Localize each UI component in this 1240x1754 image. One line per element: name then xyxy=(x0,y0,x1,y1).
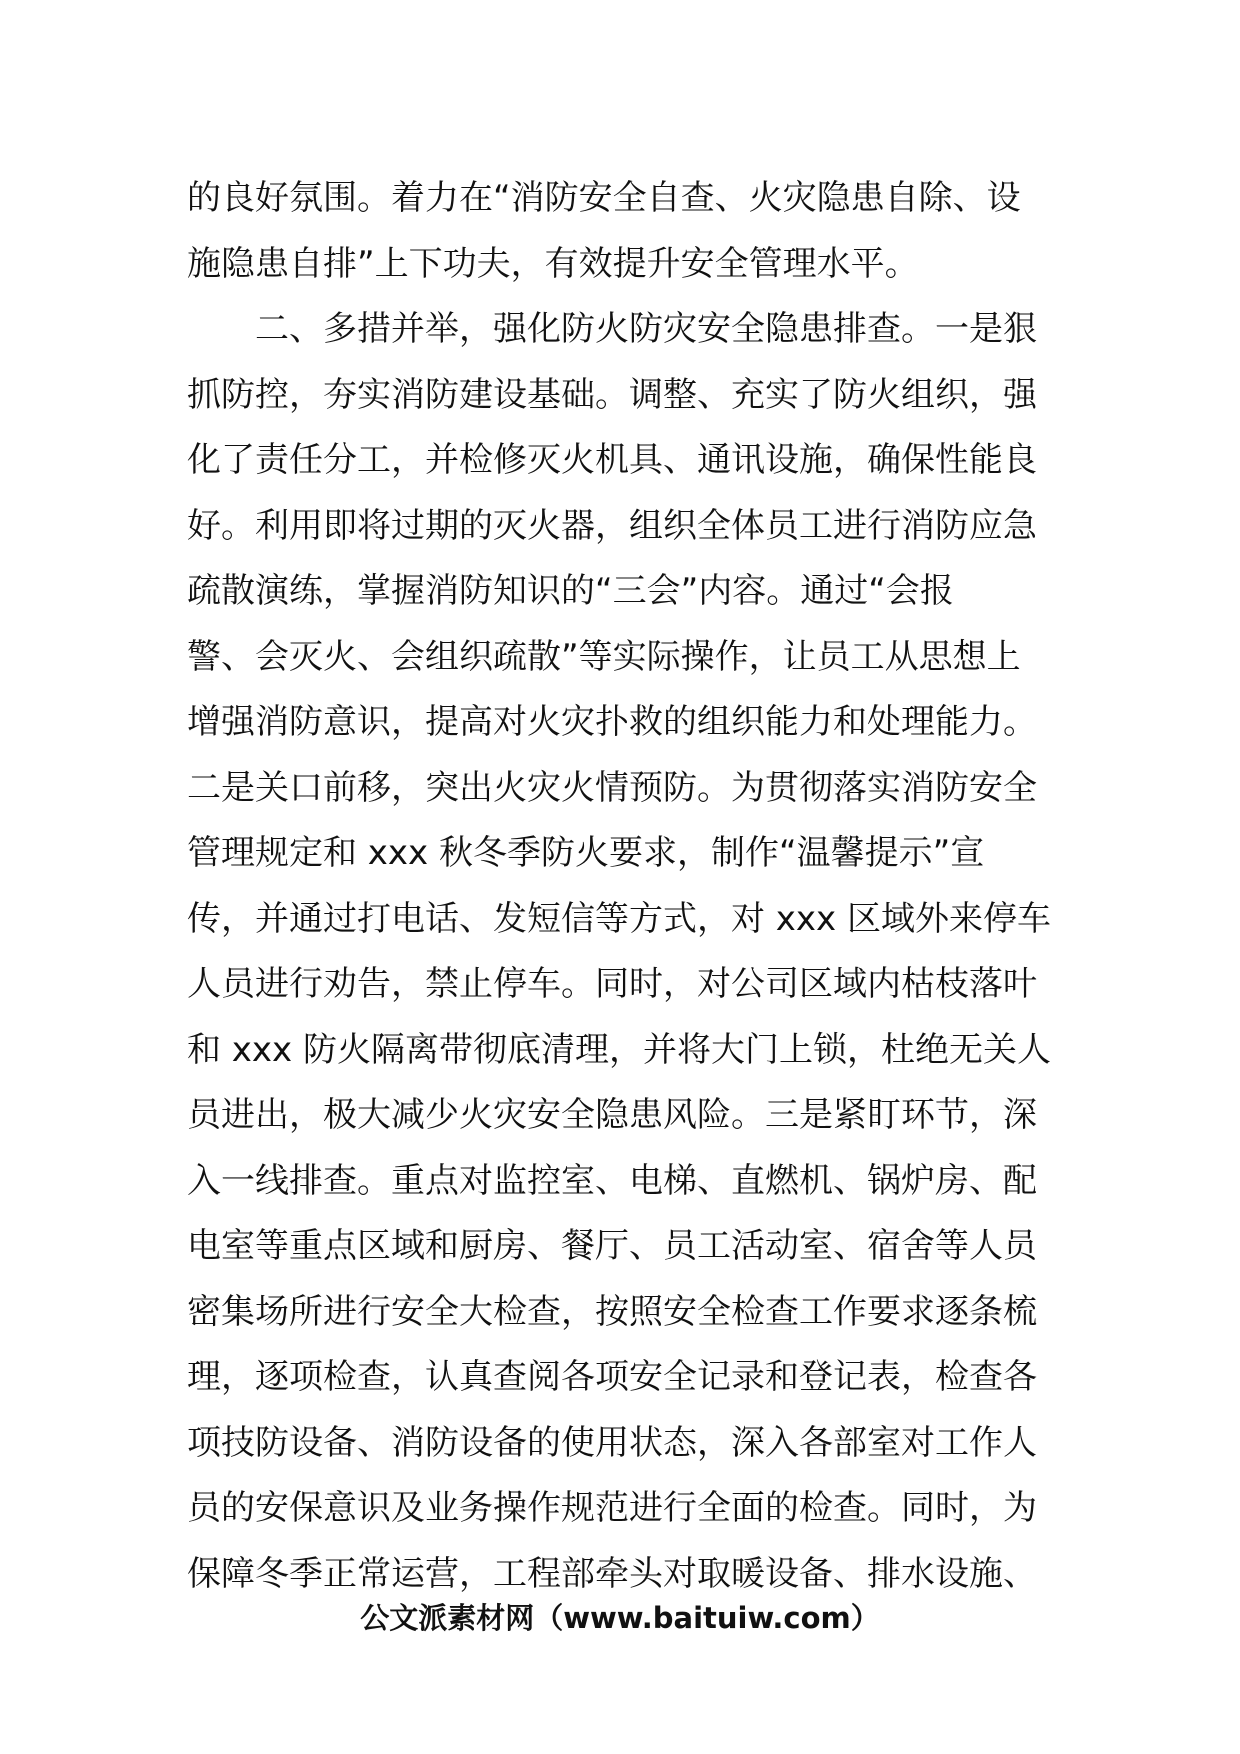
text-line: 管理规定和 xxx 秋冬季防火要求，制作“温馨提示”宣 xyxy=(187,833,985,873)
text-line: 和 xxx 防火隔离带彻底清理，并将大门上锁，杜绝无关人 xyxy=(187,1029,1051,1070)
text-line: 增强消防意识，提高对火灾扑救的组织能力和处理能力。 xyxy=(187,702,1037,742)
text-line: 警、会灭火、会组织疏散”等实际操作，让员工从思想上 xyxy=(187,636,1021,677)
text-line: 密集场所进行安全大检查，按照安全检查工作要求逐条梳 xyxy=(187,1291,1037,1332)
text-line: 传，并通过打电话、发短信等方式，对 xxx 区域外来停车 xyxy=(187,898,1051,939)
document-body xyxy=(187,166,1057,1607)
text-line: 保障冬季正常运营，工程部牵头对取暖设备、排水设施、 xyxy=(187,1553,1037,1594)
text-line: 好。利用即将过期的灭火器，组织全体员工进行消防应急 xyxy=(187,505,1037,546)
text-line: 的良好氛围。着力在“消防安全自查、火灾隐患自除、设 xyxy=(187,178,1021,218)
footer-watermark: 公文派素材网（www.baituiw.com） xyxy=(360,1601,880,1635)
text-line: 电室等重点区域和厨房、餐厅、员工活动室、宿舍等人员 xyxy=(187,1226,1037,1266)
text-line: 项技防设备、消防设备的使用状态，深入各部室对工作人 xyxy=(187,1422,1037,1463)
text-line: 疏散演练，掌握消防知识的“三会”内容。通过“会报 xyxy=(187,571,954,611)
text-line: 员进出，极大减少火灾安全隐患风险。三是紧盯环节，深 xyxy=(187,1095,1037,1135)
text-line: 理，逐项检查，认真查阅各项安全记录和登记表，检查各 xyxy=(187,1357,1037,1397)
text-line: 施隐患自排”上下功夫，有效提升安全管理水平。 xyxy=(187,243,919,284)
text-line: 人员进行劝告，禁止停车。同时，对公司区域内枯枝落叶 xyxy=(187,964,1037,1004)
text-line: 入一线排查。重点对监控室、电梯、直燃机、锅炉房、配 xyxy=(187,1160,1037,1201)
text-line: 抓防控，夯实消防建设基础。调整、充实了防火组织，强 xyxy=(187,374,1037,415)
text-line: 化了责任分工，并检修灭火机具、通讯设施，确保性能良 xyxy=(187,440,1037,480)
text-line: 员的安保意识及业务操作规范进行全面的检查。同时，为 xyxy=(187,1488,1037,1528)
text-line: 二是关口前移，突出火灾火情预防。为贯彻落实消防安全 xyxy=(187,767,1037,808)
text-line: 二、多措并举，强化防火防灾安全隐患排查。一是狠 xyxy=(187,309,1037,349)
